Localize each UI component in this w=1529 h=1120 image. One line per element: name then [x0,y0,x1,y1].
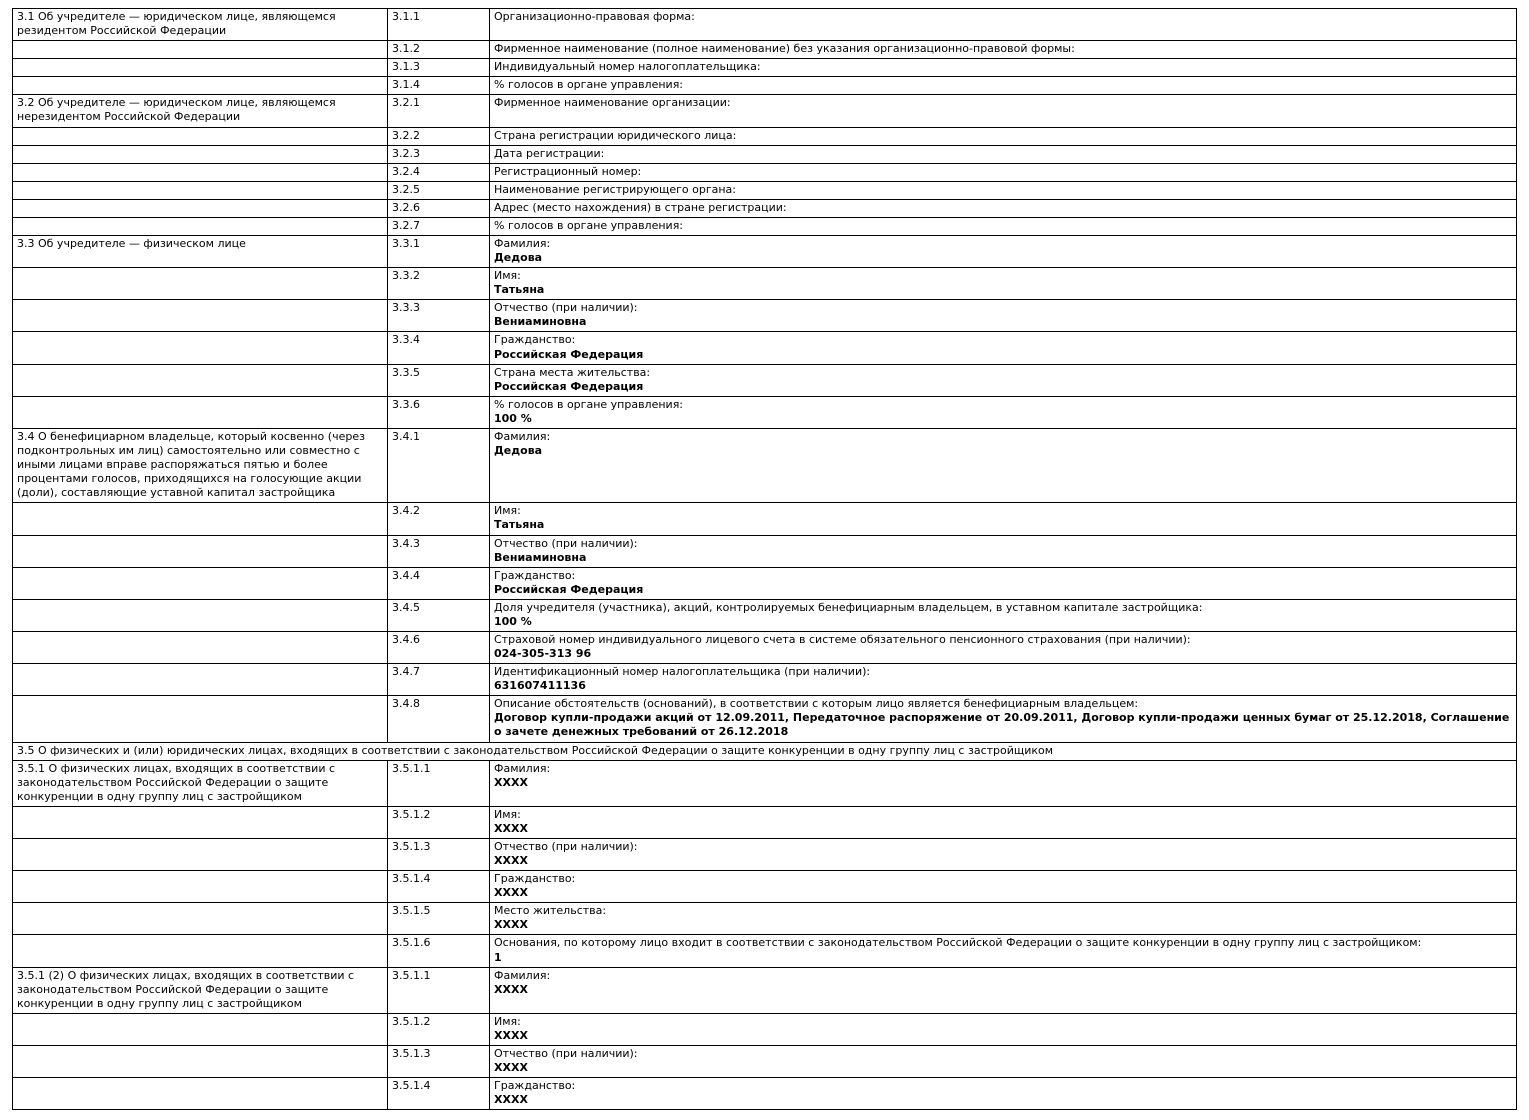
field-label: Фамилия: [494,968,551,982]
code-cell: 3.5.1.4 [388,1078,490,1110]
field-value: XXXX [494,1061,528,1075]
table-row [13,967,1517,1013]
code-cell: 3.4.7 [388,664,490,696]
field-label: Имя: [494,504,521,518]
field-cell [490,268,1517,300]
table-row [13,838,1517,870]
section-cell [13,567,388,599]
field-cell [490,9,1517,41]
field-cell [490,364,1517,396]
field-label: % голосов в органе управления: [494,397,684,411]
section-cell [13,838,388,870]
field-value: XXXX [494,982,528,996]
section-span-cell: 3.5 О физических и (или) юридических лицах, входящих в соответствии с законодательством Российской Федерации о защите конкуренции в одну группу лиц с застройщиком [13,742,1517,760]
field-label: Отчество (при наличии): [494,301,638,315]
field-cell [490,903,1517,935]
field-label: Фирменное наименование организации: [494,96,731,110]
field-value: XXXX [494,775,528,789]
field-cell [490,1013,1517,1045]
section-cell: 3.4 О бенефициарном владельце, который косвенно (через подконтрольных им лиц) самостоятельно или совместно с иными лицами вправе распоряжаться пятью и более процентами голосов, приходящихся на голосующие акции (доли), составляющие уставной капитал застройщика [13,428,388,502]
field-value: 631607411136 [494,679,586,693]
code-cell: 3.5.1.3 [388,1046,490,1078]
code-cell: 3.1.1 [388,9,490,41]
section-span-row [13,742,1517,760]
field-cell [490,396,1517,428]
section-cell [13,631,388,663]
field-value: Татьяна [494,283,545,297]
section-cell [13,300,388,332]
field-cell [490,77,1517,95]
code-cell: 3.2.3 [388,145,490,163]
table-row [13,1078,1517,1110]
section-cell [13,163,388,181]
table-row [13,871,1517,903]
code-cell: 3.5.1.1 [388,760,490,806]
field-label: Идентификационный номер налогоплательщика (при наличии): [494,665,871,679]
field-label: Индивидуальный номер налогоплательщика: [494,60,761,74]
field-label: Отчество (при наличии): [494,536,638,550]
field-cell [490,871,1517,903]
section-cell [13,127,388,145]
section-cell [13,1013,388,1045]
field-cell [490,59,1517,77]
section-cell [13,599,388,631]
field-label: Страна места жительства: [494,365,651,379]
section-cell [13,696,388,742]
code-cell: 3.4.4 [388,567,490,599]
code-cell: 3.2.4 [388,163,490,181]
code-cell: 3.4.5 [388,599,490,631]
table-row [13,181,1517,199]
field-cell [490,631,1517,663]
field-value: XXXX [494,854,528,868]
code-cell: 3.2.2 [388,127,490,145]
field-cell [490,806,1517,838]
field-cell [490,1046,1517,1078]
field-label: Доля учредителя (участника), акций, контролируемых бенефициарным владельцем, в уставном капитале застройщика: [494,600,1203,614]
field-label: Имя: [494,807,521,821]
field-value: Вениаминовна [494,315,587,329]
code-cell: 3.5.1.6 [388,935,490,967]
field-value: Вениаминовна [494,550,587,564]
field-cell [490,181,1517,199]
field-cell [490,967,1517,1013]
table-row [13,199,1517,217]
field-value: Договор купли-продажи акций от 12.09.2011, Передаточное распоряжение от 20.09.2011, Договор купли-продажи ценных бумаг от 25.12.2018, Соглашение о зачете денежных требований от 26.12.2018 [494,711,1510,739]
table-row [13,503,1517,535]
field-label: Регистрационный номер: [494,164,642,178]
field-cell [490,664,1517,696]
code-cell: 3.3.3 [388,300,490,332]
field-value: 100 % [494,614,532,628]
field-cell [490,236,1517,268]
field-value: XXXX [494,1093,528,1107]
field-cell [490,935,1517,967]
section-cell: 3.2 Об учредителе — юридическом лице, являющемся нерезидентом Российской Федерации [13,95,388,127]
field-cell [490,145,1517,163]
table-row [13,59,1517,77]
section-cell: 3.5.1 (2) О физических лицах, входящих в соответствии с законодательством Российской Федерации о защите конкуренции в одну группу лиц с застройщиком [13,967,388,1013]
section-cell: 3.5.1 О физических лицах, входящих в соответствии с законодательством Российской Федерации о защите конкуренции в одну группу лиц с застройщиком [13,760,388,806]
field-value: XXXX [494,821,528,835]
code-cell: 3.3.6 [388,396,490,428]
code-cell: 3.5.1.2 [388,1013,490,1045]
field-label: Фамилия: [494,237,551,251]
field-label: Фамилия: [494,429,551,443]
section-cell: 3.1 Об учредителе — юридическом лице, являющемся резидентом Российской Федерации [13,9,388,41]
section-cell [13,268,388,300]
section-cell [13,145,388,163]
section-cell [13,217,388,235]
code-cell: 3.2.6 [388,199,490,217]
table-row [13,268,1517,300]
field-label: Фирменное наименование (полное наименование) без указания организационно-правовой формы: [494,42,1075,56]
field-label: Гражданство: [494,1079,576,1093]
code-cell: 3.1.4 [388,77,490,95]
field-cell [490,332,1517,364]
field-value: 1 [494,950,502,964]
section-cell [13,1046,388,1078]
code-cell: 3.3.5 [388,364,490,396]
code-cell: 3.4.3 [388,535,490,567]
table-row [13,236,1517,268]
table-row [13,41,1517,59]
section-cell [13,935,388,967]
field-value: Дедова [494,251,543,265]
field-value: Российская Федерация [494,582,644,596]
code-cell: 3.4.1 [388,428,490,502]
section-cell [13,903,388,935]
field-cell [490,217,1517,235]
section-cell [13,364,388,396]
section-cell [13,199,388,217]
field-label: Место жительства: [494,904,607,918]
field-label: Имя: [494,269,521,283]
code-cell: 3.3.4 [388,332,490,364]
field-label: Страна регистрации юридического лица: [494,128,737,142]
code-cell: 3.5.1.4 [388,871,490,903]
table-row [13,77,1517,95]
code-cell: 3.2.1 [388,95,490,127]
field-cell [490,599,1517,631]
table-row [13,903,1517,935]
table-row [13,599,1517,631]
table-row [13,396,1517,428]
field-value: Российская Федерация [494,379,644,393]
code-cell: 3.4.6 [388,631,490,663]
field-label: % голосов в органе управления: [494,78,684,92]
table-row [13,127,1517,145]
section-cell [13,41,388,59]
field-label: Гражданство: [494,872,576,886]
field-label: Наименование регистрирующего органа: [494,182,736,196]
field-cell [490,428,1517,502]
table-row [13,935,1517,967]
field-label: Описание обстоятельств (оснований), в соответствии с которым лицо является бенефициарным владельцем: [494,697,1139,711]
field-value: 024-305-313 96 [494,647,592,661]
field-cell [490,838,1517,870]
section-cell [13,59,388,77]
field-label: Отчество (при наличии): [494,1047,638,1060]
table-row [13,428,1517,502]
section-cell [13,535,388,567]
field-label: Гражданство: [494,568,576,582]
field-value: Российская Федерация [494,347,644,361]
table-row [13,217,1517,235]
field-value: XXXX [494,918,528,932]
field-value: XXXX [494,1028,528,1042]
section-cell [13,503,388,535]
code-cell: 3.2.5 [388,181,490,199]
table-row [13,95,1517,127]
code-cell: 3.4.2 [388,503,490,535]
field-cell [490,41,1517,59]
table-row [13,1046,1517,1078]
table-row [13,760,1517,806]
field-label: Гражданство: [494,333,576,347]
table-row [13,535,1517,567]
section-cell [13,1078,388,1110]
table-row [13,806,1517,838]
field-label: % голосов в органе управления: [494,218,684,232]
table-row [13,364,1517,396]
code-cell: 3.1.2 [388,41,490,59]
section-cell [13,396,388,428]
section-cell [13,77,388,95]
field-label: Страховой номер индивидуального лицевого счета в системе обязательного пенсионного страхования (при наличии): [494,632,1191,646]
field-label: Отчество (при наличии): [494,839,638,853]
table-row [13,1013,1517,1045]
code-cell: 3.3.1 [388,236,490,268]
field-label: Организационно-правовая форма: [494,10,695,23]
section-cell [13,332,388,364]
table-row [13,664,1517,696]
field-label: Основания, по которому лицо входит в соответствии с законодательством Российской Федерации о защите конкуренции в одну группу лиц с застройщиком: [494,936,1422,950]
code-cell: 3.2.7 [388,217,490,235]
table-row [13,9,1517,41]
field-label: Дата регистрации: [494,146,605,160]
section-cell [13,664,388,696]
field-cell [490,163,1517,181]
section-cell [13,806,388,838]
code-cell: 3.4.8 [388,696,490,742]
field-cell [490,199,1517,217]
table-row [13,332,1517,364]
field-cell [490,535,1517,567]
field-cell [490,503,1517,535]
field-cell [490,567,1517,599]
code-cell: 3.5.1.1 [388,967,490,1013]
code-cell: 3.3.2 [388,268,490,300]
table-row [13,631,1517,663]
field-value: XXXX [494,886,528,900]
field-label: Имя: [494,1014,521,1028]
field-cell [490,696,1517,742]
table-row [13,145,1517,163]
field-label: Фамилия: [494,761,551,775]
field-label: Адрес (место нахождения) в стране регистрации: [494,200,787,214]
code-cell: 3.5.1.2 [388,806,490,838]
field-cell [490,95,1517,127]
field-cell [490,300,1517,332]
code-cell: 3.1.3 [388,59,490,77]
field-value: Татьяна [494,518,545,532]
table-row [13,300,1517,332]
field-cell [490,127,1517,145]
table-row [13,696,1517,742]
field-value: 100 % [494,411,532,425]
field-cell [490,1078,1517,1110]
field-cell [490,760,1517,806]
section-cell: 3.3 Об учредителе — физическом лице [13,236,388,268]
code-cell: 3.5.1.3 [388,838,490,870]
table-row [13,567,1517,599]
field-value: Дедова [494,444,543,458]
code-cell: 3.5.1.5 [388,903,490,935]
declaration-table-body [13,9,1517,1110]
section-cell [13,871,388,903]
table-row [13,163,1517,181]
declaration-table [12,8,1517,1110]
section-cell [13,181,388,199]
